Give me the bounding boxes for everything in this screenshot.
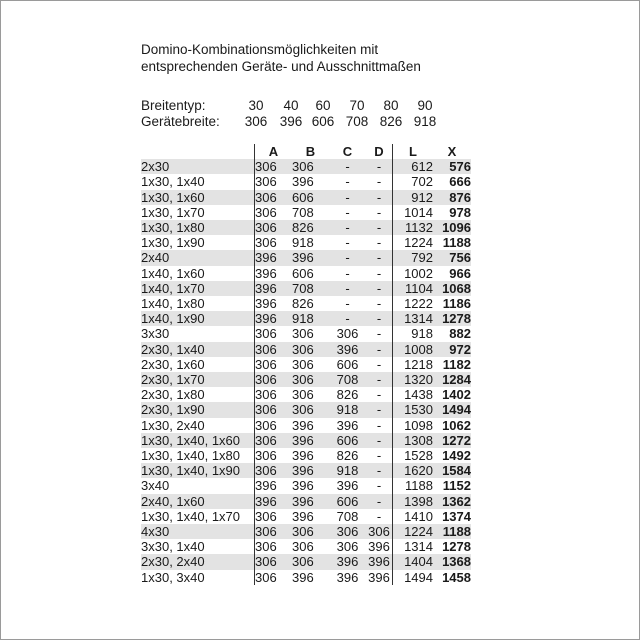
cell-x: 1272: [442, 432, 471, 448]
geraetebreite-value: 918: [413, 114, 437, 129]
cell-combination: 1x30, 1x80: [141, 220, 205, 236]
cell-a: 306: [255, 190, 293, 205]
cell-combination: 1x30, 1x90: [141, 235, 205, 251]
cell-x: 1494: [442, 402, 471, 418]
cell-b: 606: [292, 265, 314, 281]
cell-a: 396: [255, 494, 293, 509]
cell-combination: 1x40, 1x80: [141, 296, 205, 312]
cell-x: 1492: [442, 448, 471, 464]
cell-a: 306: [255, 235, 293, 250]
cell-c: 918: [336, 463, 359, 479]
cell-a: 306: [255, 205, 293, 220]
cell-a: 306: [255, 387, 293, 402]
table-row: [141, 433, 471, 448]
cell-c: 826: [336, 448, 359, 464]
cell-a: 396: [255, 266, 293, 281]
header-b: B: [305, 144, 316, 159]
cell-b: 396: [292, 508, 314, 524]
cell-d: -: [376, 478, 382, 494]
cell-combination: 2x30, 1x60: [141, 356, 205, 372]
breitentyp-value: 90: [417, 98, 433, 113]
cell-a: 306: [255, 448, 293, 463]
cell-c: -: [345, 204, 350, 220]
cell-combination: 1x40, 1x90: [141, 311, 205, 327]
cell-combination: 1x30, 3x40: [141, 569, 205, 585]
cell-d: -: [376, 372, 382, 388]
cell-l: 1620: [393, 463, 434, 478]
cell-combination: 1x40, 1x60: [141, 265, 205, 281]
cell-l: 1530: [393, 402, 434, 417]
header-l: L: [393, 144, 434, 159]
geraetebreite-value: 396: [279, 114, 303, 129]
cell-b: 708: [292, 204, 314, 220]
cell-combination: 1x30, 1x60: [141, 189, 205, 205]
cell-l: 1314: [393, 539, 434, 554]
table-row: [141, 190, 471, 205]
cell-combination: 2x40: [141, 250, 170, 266]
cell-x: 1062: [442, 417, 471, 433]
header-c: C: [342, 144, 353, 159]
cell-c: 306: [336, 524, 359, 540]
cell-x: 1186: [442, 296, 471, 312]
table-row: [141, 554, 471, 569]
cell-x: 756: [449, 250, 471, 266]
cell-combination: 3x40: [141, 478, 170, 494]
table-row: [141, 463, 471, 478]
cell-c: 708: [336, 372, 359, 388]
cell-x: 1188: [442, 524, 471, 540]
title-line-1: Domino-Kombinationsmöglichkeiten mit: [141, 42, 379, 57]
cell-b: 918: [292, 311, 314, 327]
cell-a: 306: [255, 174, 293, 189]
cell-c: -: [345, 311, 350, 327]
cell-d: -: [376, 341, 382, 357]
cell-c: 396: [336, 554, 359, 570]
cell-x: 1182: [442, 356, 471, 372]
cell-a: 306: [255, 524, 293, 539]
cell-d: -: [376, 159, 382, 175]
table-row: [141, 509, 471, 524]
cell-b: 918: [292, 235, 314, 251]
cell-c: -: [345, 250, 350, 266]
cell-c: 918: [336, 402, 359, 418]
header-combo: [141, 144, 255, 159]
header-d: D: [374, 144, 384, 159]
header-x: X: [447, 144, 457, 159]
cell-a: 306: [255, 372, 293, 387]
table-row: [141, 174, 471, 189]
cell-l: 702: [393, 174, 434, 189]
cell-b: 396: [292, 448, 314, 464]
cell-a: 396: [255, 478, 293, 493]
cell-l: 1014: [393, 205, 434, 220]
cell-combination: 2x30: [141, 159, 170, 175]
cell-x: 1096: [442, 220, 471, 236]
cell-d: -: [376, 204, 382, 220]
breitentyp-label: Breitentyp:: [141, 98, 206, 113]
cell-l: 1224: [393, 235, 434, 250]
cell-combination: 1x30, 2x40: [141, 417, 205, 433]
cell-l: 1494: [393, 570, 434, 585]
table-row: [141, 205, 471, 220]
cell-x: 1402: [442, 387, 471, 403]
cell-d: 396: [368, 554, 390, 570]
cell-c: 396: [336, 569, 359, 585]
table-row: [141, 387, 471, 402]
breitentyp-value: 70: [349, 98, 365, 113]
geraetebreite-value: 826: [379, 114, 403, 129]
cell-x: 1374: [442, 508, 471, 524]
cell-x: 1278: [442, 539, 471, 555]
cell-b: 306: [292, 387, 314, 403]
cell-combination: 1x30, 1x40, 1x80: [141, 448, 241, 464]
table-row: [141, 539, 471, 554]
cell-l: 1528: [393, 448, 434, 463]
cell-a: 396: [255, 311, 293, 326]
cell-a: 306: [255, 342, 293, 357]
cell-a: 306: [255, 357, 293, 372]
cell-d: -: [376, 463, 382, 479]
cell-a: 306: [255, 509, 293, 524]
cell-b: 708: [292, 280, 314, 296]
table-row: [141, 281, 471, 296]
cell-a: 306: [255, 539, 293, 554]
cell-combination: 4x30: [141, 524, 170, 540]
cell-b: 396: [292, 432, 314, 448]
cell-d: -: [376, 493, 382, 509]
cell-d: -: [376, 417, 382, 433]
cell-d: -: [376, 402, 382, 418]
cell-combination: 3x30: [141, 326, 170, 342]
cell-combination: 2x30, 1x70: [141, 372, 205, 388]
cell-d: 396: [368, 569, 390, 585]
cell-c: -: [345, 235, 350, 251]
cell-b: 396: [292, 174, 314, 190]
table-row: [141, 266, 471, 281]
cell-d: -: [376, 296, 382, 312]
cell-l: 1098: [393, 418, 434, 433]
cell-b: 306: [292, 402, 314, 418]
cell-d: -: [376, 448, 382, 464]
cell-c: 606: [336, 356, 359, 372]
cell-d: -: [376, 311, 382, 327]
cell-a: 306: [255, 220, 293, 235]
cell-combination: 2x30, 2x40: [141, 554, 205, 570]
cell-a: 396: [255, 296, 293, 311]
cell-x: 576: [449, 159, 471, 175]
cell-d: -: [376, 326, 382, 342]
cell-b: 396: [292, 417, 314, 433]
cell-d: -: [376, 174, 382, 190]
table-row: [141, 250, 471, 265]
cell-b: 826: [292, 296, 314, 312]
cell-l: 1104: [393, 281, 434, 296]
cell-l: 1008: [393, 342, 434, 357]
cell-l: 612: [393, 159, 434, 174]
cell-l: 1188: [393, 478, 434, 493]
cell-l: 792: [393, 250, 434, 265]
cell-b: 306: [292, 554, 314, 570]
cell-l: 1320: [393, 372, 434, 387]
cell-d: -: [376, 189, 382, 205]
table-row: [141, 570, 471, 585]
cell-c: 826: [336, 387, 359, 403]
cell-d: -: [376, 280, 382, 296]
cell-b: 396: [292, 493, 314, 509]
cell-b: 396: [292, 463, 314, 479]
cell-d: -: [376, 508, 382, 524]
table-header-row: [141, 144, 471, 159]
table-row: [141, 235, 471, 250]
cell-l: 1224: [393, 524, 434, 539]
cell-combination: 2x40, 1x60: [141, 493, 205, 509]
cell-c: 708: [336, 508, 359, 524]
cell-x: 978: [449, 204, 471, 220]
header-a: A: [255, 144, 293, 159]
cell-x: 966: [449, 265, 471, 281]
cell-d: -: [376, 220, 382, 236]
cell-combination: 3x30, 1x40: [141, 539, 205, 555]
cell-l: 1002: [393, 266, 434, 281]
cell-x: 1188: [442, 235, 471, 251]
breitentyp-value: 60: [315, 98, 331, 113]
geraetebreite-value: 606: [311, 114, 335, 129]
cell-x: 882: [449, 326, 471, 342]
cell-combination: 2x30, 1x40: [141, 341, 205, 357]
geraetebreite-value: 708: [345, 114, 369, 129]
cell-l: 1438: [393, 387, 434, 402]
cell-c: 396: [336, 417, 359, 433]
cell-b: 396: [292, 250, 314, 266]
page-title: [141, 41, 421, 75]
cell-x: 1362: [442, 493, 471, 509]
cell-b: 306: [292, 372, 314, 388]
cell-d: -: [376, 387, 382, 403]
cell-combination: 1x30, 1x40, 1x90: [141, 463, 241, 479]
cell-combination: 1x40, 1x70: [141, 280, 205, 296]
cell-x: 1458: [442, 569, 471, 585]
cell-x: 1068: [442, 280, 471, 296]
cell-c: 606: [336, 432, 359, 448]
cell-x: 972: [449, 341, 471, 357]
breitentyp-value: 80: [383, 98, 399, 113]
table-row: [141, 478, 471, 493]
cell-c: 606: [336, 493, 359, 509]
table-row: [141, 418, 471, 433]
cell-combination: 1x30, 1x40, 1x70: [141, 508, 241, 524]
cell-a: 306: [255, 433, 293, 448]
cell-x: 1284: [442, 372, 471, 388]
cell-b: 826: [292, 220, 314, 236]
cell-b: 606: [292, 189, 314, 205]
table-row: [141, 326, 471, 341]
breitentyp-value: 30: [248, 98, 264, 113]
cell-d: -: [376, 235, 382, 251]
cell-d: 396: [368, 539, 390, 555]
geraetebreite-label: Gerätebreite:: [141, 114, 220, 129]
cell-d: -: [376, 356, 382, 372]
cell-b: 306: [292, 326, 314, 342]
cell-l: 912: [393, 190, 434, 205]
cell-l: 1398: [393, 494, 434, 509]
table-row: [141, 494, 471, 509]
cell-a: 396: [255, 250, 293, 265]
cell-c: -: [345, 174, 350, 190]
cell-combination: 1x30, 1x70: [141, 204, 205, 220]
cell-l: 1410: [393, 509, 434, 524]
cell-x: 1278: [442, 311, 471, 327]
cell-b: 396: [292, 478, 314, 494]
cell-d: -: [376, 250, 382, 266]
cell-b: 306: [292, 539, 314, 555]
cell-a: 306: [255, 326, 293, 341]
cell-a: 306: [255, 418, 293, 433]
table-row: [141, 159, 471, 174]
table-row: [141, 402, 471, 417]
cell-l: 1218: [393, 357, 434, 372]
table-row: [141, 342, 471, 357]
cell-x: 876: [449, 189, 471, 205]
table-row: [141, 311, 471, 326]
cell-x: 1368: [442, 554, 471, 570]
cell-a: 396: [255, 281, 293, 296]
cell-a: 306: [255, 159, 293, 174]
table-row: [141, 220, 471, 235]
cell-c: -: [345, 189, 350, 205]
cell-c: -: [345, 220, 350, 236]
cell-b: 306: [292, 356, 314, 372]
cell-l: 1132: [393, 220, 434, 235]
cell-c: -: [345, 159, 350, 175]
cell-x: 1152: [442, 478, 471, 494]
cell-l: 1404: [393, 554, 434, 569]
cell-c: 306: [336, 326, 359, 342]
breitentyp-value: 40: [283, 98, 299, 113]
cell-combination: 1x30, 1x40: [141, 174, 205, 190]
cell-b: 306: [292, 159, 314, 175]
cell-combination: 2x30, 1x80: [141, 387, 205, 403]
cell-combination: 2x30, 1x90: [141, 402, 205, 418]
cell-combination: 1x30, 1x40, 1x60: [141, 432, 241, 448]
cell-c: 306: [336, 539, 359, 555]
cell-l: 918: [393, 326, 434, 341]
cell-l: 1314: [393, 311, 434, 326]
cell-c: 396: [336, 478, 359, 494]
cell-a: 306: [255, 402, 293, 417]
cell-x: 1584: [442, 463, 471, 479]
cell-a: 306: [255, 463, 293, 478]
geraetebreite-value: 306: [244, 114, 268, 129]
cell-x: 666: [449, 174, 471, 190]
table-row: [141, 524, 471, 539]
table-row: [141, 296, 471, 311]
cell-b: 306: [292, 524, 314, 540]
title-line-2: entsprechenden Geräte- und Ausschnittmaßen: [141, 59, 421, 74]
cell-b: 396: [292, 569, 314, 585]
cell-d: -: [376, 432, 382, 448]
cell-a: 306: [255, 570, 293, 585]
cell-l: 1308: [393, 433, 434, 448]
cell-l: 1222: [393, 296, 434, 311]
cell-d: -: [376, 265, 382, 281]
cell-c: -: [345, 280, 350, 296]
cell-b: 306: [292, 341, 314, 357]
cell-c: -: [345, 296, 350, 312]
table-row: [141, 357, 471, 372]
combination-table: [141, 144, 471, 585]
cell-c: -: [345, 265, 350, 281]
cell-a: 306: [255, 554, 293, 569]
cell-d: 306: [368, 524, 390, 540]
table-row: [141, 372, 471, 387]
cell-c: 396: [336, 341, 359, 357]
table-row: [141, 448, 471, 463]
